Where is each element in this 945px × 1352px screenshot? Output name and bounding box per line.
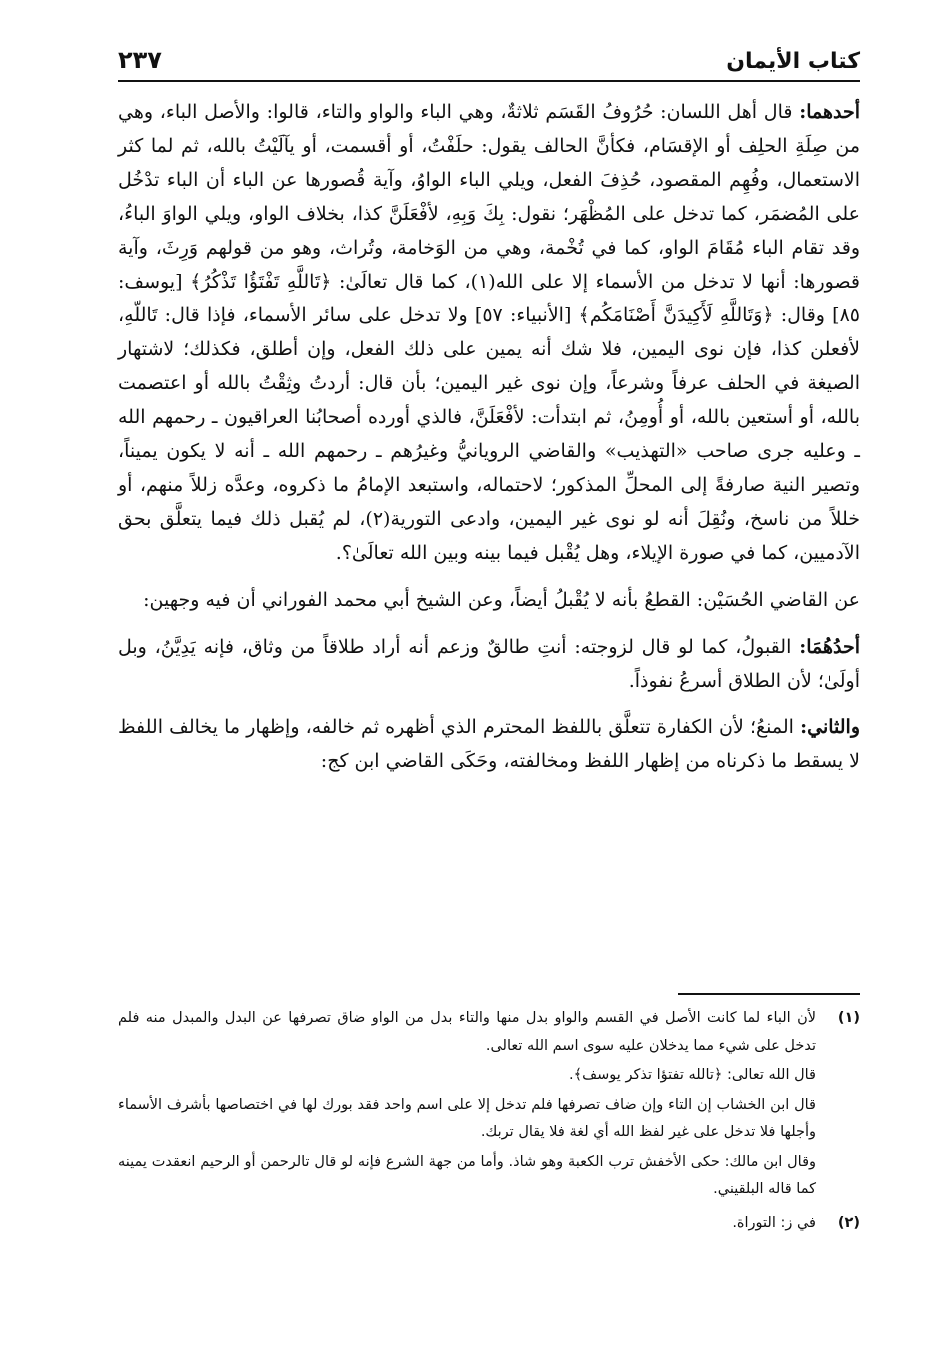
paragraph-first-view <box>118 96 860 571</box>
paragraph-lead: والثاني: <box>800 716 860 739</box>
paragraph-prohibition <box>118 711 860 779</box>
footnote-paragraph: وقال ابن مالك: حكى الأخفش ترب الكعبة وهو شاذ. وأما من جهة الشرع فإنه لو قال تالرحمن أو الرحيم انعقدت يمينه كما قاله البلقيني. <box>118 1153 816 1197</box>
paragraph-text: قال أهل اللسان: حُرُوفُ القَسَم ثلاثةٌ، وهي الباء والواو والتاء، قالوا: والأصل الباء، وهي من صِلَةِ الحلِف أو الإقسَام، فكأنَّ الحالف يقول: حلَفْتُ، أو أقسمت، أو يآلَيْتُ بالله، ثم لما كثر الاستعمال، وفُهِم المقصود، حُذِفَ الفعل، ويلي الباء الواوُ، وآية قُصورها عن الباء أن الباء تدْخُل على المُضمَر، كما تدخل على المُظْهَر؛ نقول: بِكَ وَبِهِ، لأفْعَلَنَّ كذا، بخلاف الواو، ويلي الواوَ الباءُ، وقد تقام الباء مُقَامَ الواو، كما في تُخْمة، وهي من الوَخامة، وتُراث، وهو من قولهم وَرِثَ، وآية قصورها: أنها لا تدخل من الأسماء إلا على الله(١)، كما قال تعالَىٰ: ﴿تَاللَّهِ تَفْتَؤُا تَذْكُرُ﴾ [يوسف: ٨٥] وقال: ﴿وَتَاللَّهِ لَأَكِيدَنَّ أَصْنَامَكُم﴾ [الأنبياء: ٥٧] ولا تدخل على سائر الأسماء، فإذا قال: تَاللّهِ، لأفعلن كذا، فإن نوى اليمين، فلا شك أنه يمين على ذلك الفعل، وإن أطلق، فكذلك؛ لاشتهار الصيغة في الحلف عرفاً وشرعاً، وإن نوى غير اليمين؛ بأن قال: أردتُ وثِقْتُ بالله أو اعتصمت بالله، أو أستعين بالله، أو أُومِنُ، ثم ابتدأت: لأفْعَلَنَّ، فالذي أورده أصحابُنا العراقيون ـ رحمهم الله ـ وعليه جرى صاحب «التهذيب» والقاضي الرويانيُّ وغيرُهم ـ رحمهم الله ـ أنه لا يكون يميناً، وتصير النية صارفةً إلى المحلِّ المذكور؛ لاحتماله، واستبعد الإمامُ ما ذكروه، وعدَّه زللاً منهم، أو خللاً من ناسخ، ونُقِلَ أنه لو نوى غير اليمين، وادعى التورية(٢)، لم يُقبل ذلك فيما يتعلَّق بحق الآدميين، كما في صورة الإيلاء، وهل يُقْبل فيما بينه وبين الله تعالَىٰ؟. <box>118 101 861 564</box>
running-header <box>118 34 860 82</box>
footnote-text <box>118 1005 816 1206</box>
main-text <box>118 96 860 792</box>
chapter-title: كتاب الأيمان <box>726 49 860 74</box>
paragraph-text: المنعُ؛ لأن الكفارة تتعلَّق باللفظ المحترم الذي أظهره ثم خالفه، وإظهار ما يخالف اللفظ لا يسقط ما ذكرناه من إظهار اللفظ ومخالفته، وحَكَى القاضي ابن كج: <box>118 716 860 773</box>
paragraph-lead: أحدهما: <box>799 101 860 123</box>
footnote-paragraph: لأن الباء لما كانت الأصل في القسم والواو بدل منها والتاء بدل من الواو ضاق تصرفها عن البدل والمبدل منه فلم تدخل على شيء مما يدخلان عليه سوى اسم الله تعالى. <box>118 1010 816 1054</box>
paragraph-text: عن القاضي الحُسَيْن: القطعُ بأنه لا يُقْبلُ أيضاً، وعن الشيخ أبي محمد الفوراني أن فيه وجهين: <box>143 588 860 611</box>
footnote-text <box>118 1210 816 1240</box>
footnote-paragraph: قال ابن الخشاب إن التاء وإن ضاف تصرفها فلم تدخل إلا على اسم واحد فقد بورك لها في اختصاصها بأشرف الأسماء وأجلها فلا تدخل على غير لفظ الله أي لغة فلا يقال تربك. <box>118 1096 816 1140</box>
footnote-paragraph: قال الله تعالى: ﴿تالله تفتؤا تذكر يوسف﴾. <box>569 1067 816 1083</box>
paragraph-text: القبولُ، كما لو قال لزوجته: أنتِ طالقٌ وزعم أنه أراد طلاقاً من وثاق، فإنه يَدِيَّنُ، وبل أولَىٰ؛ لأن الطلاق أسرعُ نفوذاً. <box>118 635 860 692</box>
footnote-2 <box>118 1210 860 1240</box>
paragraph-acceptance <box>118 631 860 699</box>
footnote-1 <box>118 1005 860 1206</box>
footnote-separator <box>678 993 860 995</box>
paragraph-lead: أحدُهُمَا: <box>799 635 860 658</box>
footnote-number: (١) <box>837 1010 860 1026</box>
footnote-number: (٢) <box>837 1214 860 1231</box>
footnotes <box>118 1005 860 1243</box>
page-number: ٢٣٧ <box>118 46 162 74</box>
paragraph-qadi-husayn <box>118 584 860 618</box>
footnote-paragraph: في ز: التوراة. <box>732 1214 816 1231</box>
